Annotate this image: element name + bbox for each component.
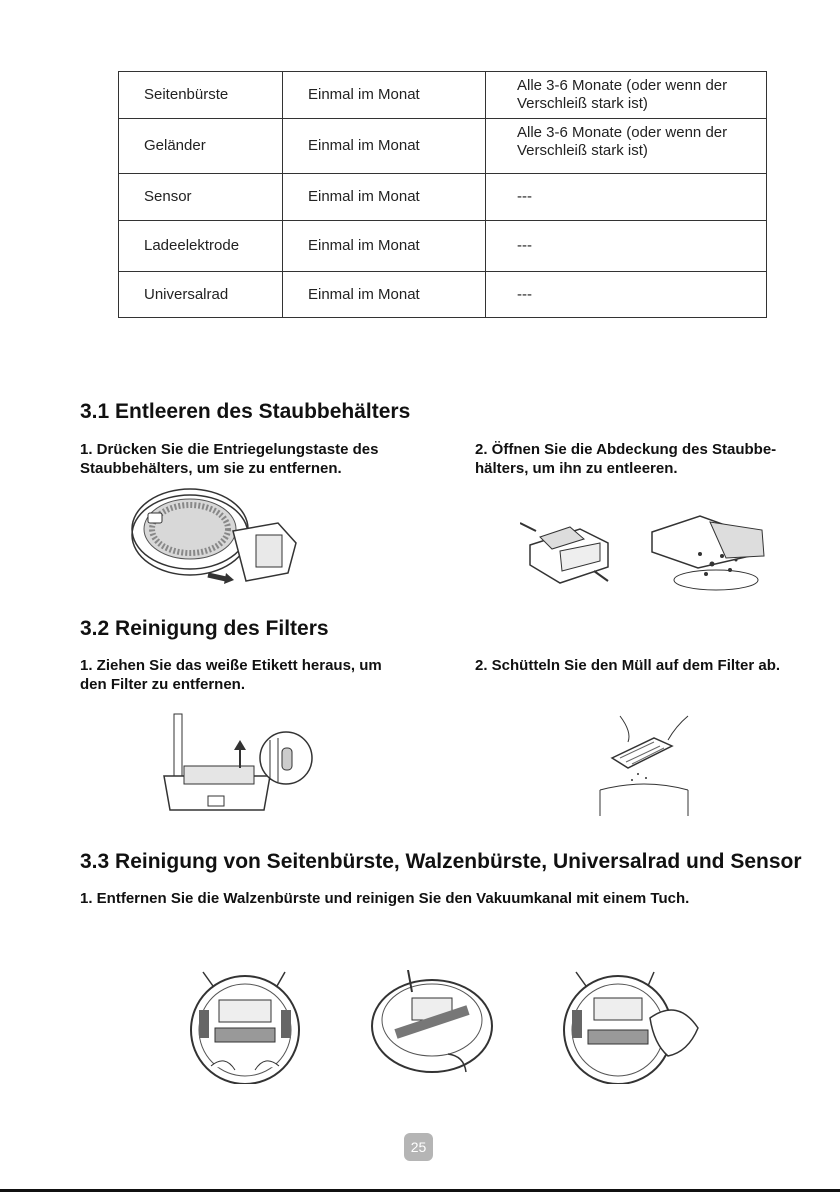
page-number: 25 (404, 1133, 433, 1161)
wipe-vacuum-channel-illustration (558, 968, 703, 1084)
cleaning-cell: Einmal im Monat (283, 272, 486, 318)
replacement-cell: --- (486, 174, 767, 221)
cleaning-cell: Einmal im Monat (283, 72, 486, 119)
table-row (119, 221, 767, 272)
cleaning-cell: Einmal im Monat (283, 119, 486, 174)
step-3-1-1: 1. Drücken Sie die Entriegelungstaste des Staubbehälters, um sie zu entfernen. (80, 441, 379, 477)
clean-roller-brush-illustration (368, 970, 500, 1082)
step-3-1-2: 2. Öffnen Sie die Abdeckung des Staubbe-hälters, um ihn zu entleeren. (475, 441, 777, 477)
table-row (119, 119, 767, 174)
part-cell: Universalrad (119, 272, 283, 318)
pull-filter-illustration (160, 710, 315, 818)
replacement-cell: --- (486, 272, 767, 318)
cleaning-cell: Einmal im Monat (283, 221, 486, 272)
section-title-3-1: 3.1 Entleeren des Staubbehälters (80, 400, 411, 423)
table-row (119, 272, 767, 318)
remove-roller-brush-illustration (185, 970, 305, 1084)
part-cell: Sensor (119, 174, 283, 221)
replacement-cell: Alle 3-6 Monate (oder wenn der Verschleiß stark ist) (486, 72, 767, 119)
step-3-3-1: 1. Entfernen Sie die Walzenbürste und reinigen Sie den Vakuumkanal mit einem Tuch. (80, 890, 690, 907)
section-title-3-3: 3.3 Reinigung von Seitenbürste, Walzenbürste, Universalrad und Sensor (80, 850, 802, 873)
table-row (119, 72, 767, 119)
cleaning-cell: Einmal im Monat (283, 174, 486, 221)
part-cell: Geländer (119, 119, 283, 174)
remove-dustbin-illustration (128, 483, 300, 593)
section-title-3-2: 3.2 Reinigung des Filters (80, 617, 329, 640)
shake-filter-illustration (598, 712, 690, 818)
table-row (119, 174, 767, 221)
open-dustbin-illustration (520, 515, 612, 585)
part-cell: Seitenbürste (119, 72, 283, 119)
replacement-cell: --- (486, 221, 767, 272)
maintenance-table (118, 71, 767, 318)
empty-dustbin-illustration (640, 512, 768, 594)
step-3-2-2: 2. Schütteln Sie den Müll auf dem Filter ab. (475, 657, 781, 674)
replacement-cell: Alle 3-6 Monate (oder wenn der Verschleiß stark ist) (486, 119, 767, 174)
part-cell: Ladeelektrode (119, 221, 283, 272)
step-3-2-1: 1. Ziehen Sie das weiße Etikett heraus, um den Filter zu entfernen. (80, 657, 382, 693)
